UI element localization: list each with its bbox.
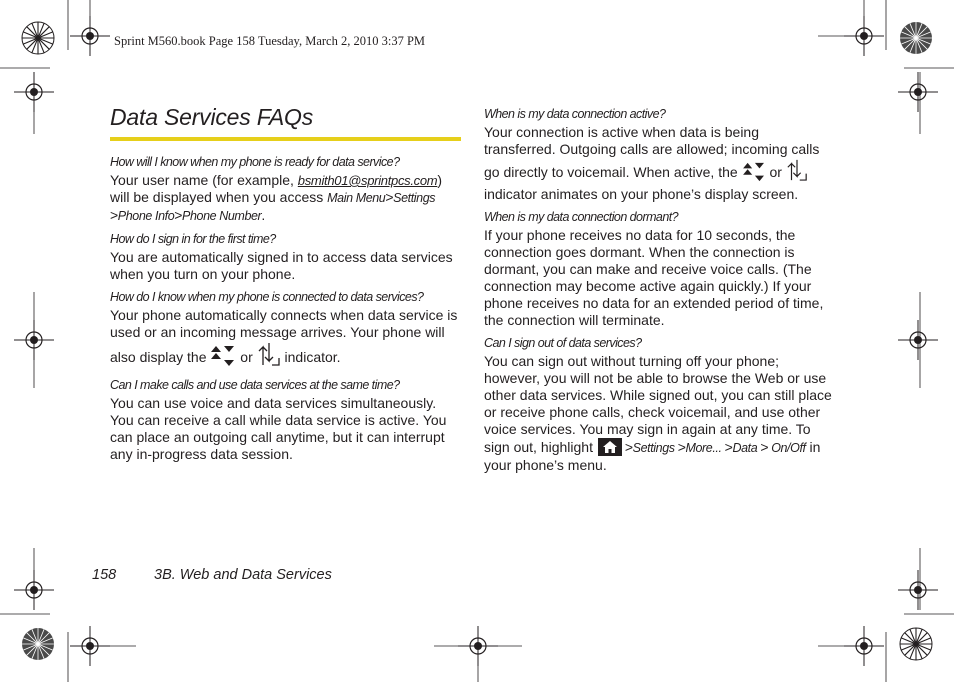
menu-separator: > — [724, 439, 733, 455]
faq-question: Can I sign out of data services? — [484, 336, 642, 350]
faq-question: How will I know when my phone is ready for data service? — [110, 155, 400, 169]
faq-answer — [110, 172, 460, 225]
data-arrows-icon — [210, 345, 236, 371]
menu-item: Settings — [632, 441, 675, 455]
menu-item: Settings — [393, 191, 436, 205]
answer-text: Your connection is active when data is being transferred. Outgoing calls are allowed; incoming calls go directly to voicemail. When active, the — [484, 124, 820, 180]
faq-answer: You are automatically signed in to access data services when you turn on your phone. — [110, 249, 453, 282]
menu-item: More... — [685, 441, 722, 455]
faq-question: Can I make calls and use data services at the same time? — [110, 378, 400, 392]
faq-answer: You can use voice and data services simultaneously. You can receive a call while data service is active. You can place an outgoing call anytime, but it can interrupt any in-progress data session. — [110, 395, 447, 462]
faq-answer — [484, 353, 834, 474]
menu-item: Phone Info — [117, 209, 175, 223]
answer-text: . — [261, 207, 266, 223]
answer-text: indicator. — [280, 349, 341, 365]
menu-separator: > — [677, 439, 686, 455]
page-title: Data Services FAQs — [110, 104, 314, 130]
left-column — [110, 154, 460, 469]
menu-separator: > — [624, 439, 633, 455]
answer-text: or — [236, 349, 257, 365]
faq-answer — [484, 124, 834, 203]
menu-separator: > — [174, 207, 183, 223]
title-rule — [110, 137, 461, 141]
faq-question: How do I sign in for the first time? — [110, 232, 276, 246]
answer-text: Your phone automatically connects when data service is used or an incoming message arrives. Your phone will also display the — [110, 307, 458, 365]
menu-separator: > — [385, 189, 394, 205]
answer-text: Your user name (for example, — [110, 172, 298, 188]
menu-separator: > — [760, 439, 769, 455]
menu-item: Data — [732, 441, 758, 455]
menu-item: Main Menu — [327, 191, 386, 205]
faq-answer: If your phone receives no data for 10 seconds, the connection goes dormant. When the connection is dormant, you can make and receive voice calls. (The connection may become active again quickly.) If your phone receives no data for an extended period of time, the connection will terminate. — [484, 227, 824, 328]
answer-text: in your phone’s menu. — [484, 439, 821, 473]
faq-question: When is my data connection dormant? — [484, 210, 679, 224]
menu-separator: > — [110, 207, 118, 223]
answer-text: You can sign out without turning off your phone; however, you will not be able to browse the Web or use other data services. While signed out, you can still place or receive phone calls, check voicemail, and use other voice services. You may sign in again at any time. To sign out, highlight — [484, 353, 832, 455]
right-column — [484, 106, 834, 480]
faq-answer — [110, 307, 460, 371]
example-username-link[interactable]: bsmith01@sprintpcs.com — [297, 173, 438, 188]
menu-path — [625, 441, 806, 455]
section-title: 3B. Web and Data Services — [154, 567, 332, 583]
answer-text: indicator animates on your phone’s display screen. — [484, 186, 799, 202]
faq-question: How do I know when my phone is connected to data services? — [110, 290, 424, 304]
data-1x-arrows-icon — [257, 341, 281, 371]
data-arrows-icon — [742, 162, 766, 186]
data-1x-arrows-icon — [786, 158, 808, 186]
menu-item: Phone Number — [182, 209, 262, 223]
answer-text: ) will be displayed when you access — [110, 172, 443, 205]
print-header: Sprint M560.book Page 158 Tuesday, March 2, 2010 3:37 PM — [114, 34, 426, 48]
answer-text: or — [765, 164, 786, 180]
page-number: 158 — [92, 567, 117, 583]
home-icon — [598, 438, 622, 456]
faq-question: When is my data connection active? — [484, 107, 666, 121]
menu-item: On/Off — [771, 441, 806, 455]
